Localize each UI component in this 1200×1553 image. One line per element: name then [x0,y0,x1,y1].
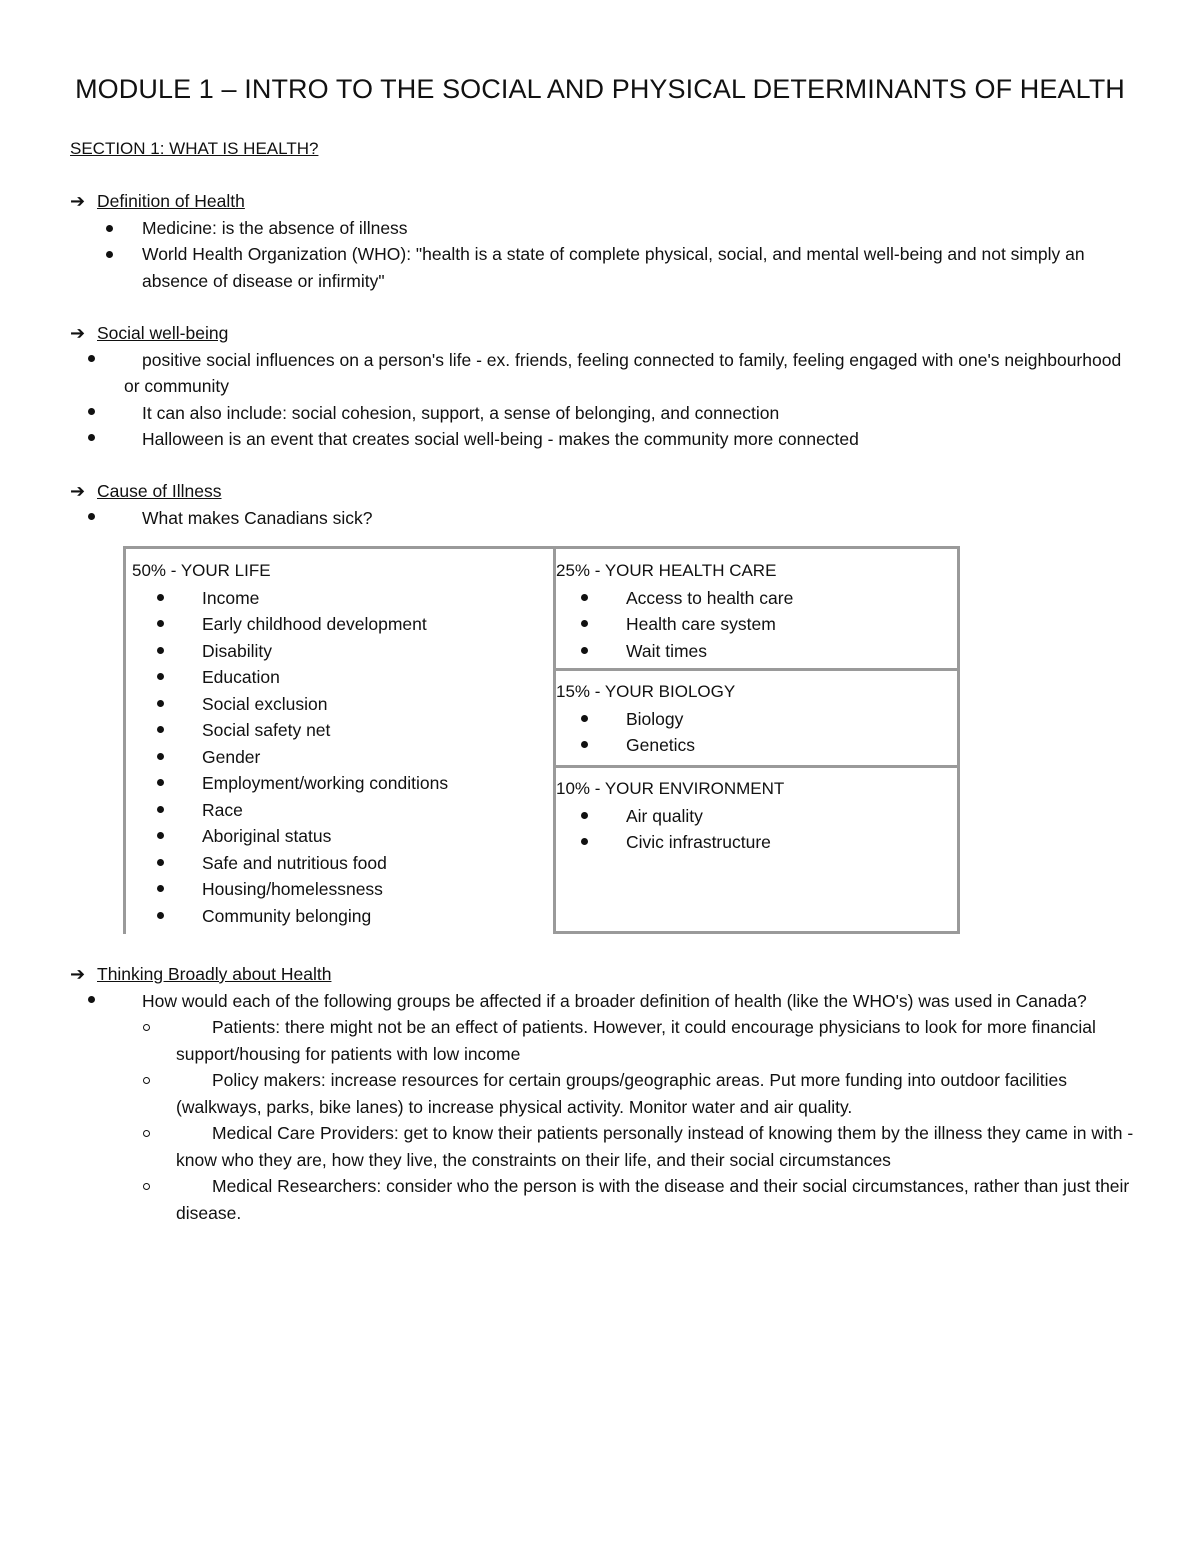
list-item: Income [132,585,555,612]
bullet-icon [157,620,164,627]
bullet-icon [157,700,164,707]
list-item: Access to health care [556,585,957,612]
broadly-block [70,961,1140,1226]
social-list [70,347,1130,453]
environment-cell [556,768,957,931]
bullet-icon [581,715,588,722]
environment-list [556,803,957,856]
bullet-icon [581,620,588,627]
list-item: Health care system [556,611,957,638]
biology-title: 15% - YOUR BIOLOGY [556,682,736,701]
list-item: Halloween is an event that creates social well-being - makes the community more connected [70,426,1130,453]
bullet-icon [88,355,95,362]
environment-title: 10% - YOUR ENVIRONMENT [556,779,785,798]
bullet-icon [157,673,164,680]
bullet-icon [581,741,588,748]
life-cell [123,546,555,934]
bullet-icon [157,859,164,866]
care-cell [556,549,957,671]
bullet-icon [157,806,164,813]
bullet-icon [581,594,588,601]
bullet-icon [581,812,588,819]
cause-block [70,478,1130,531]
list-item: Gender [132,744,555,771]
list-item: Disability [132,638,555,665]
arrow-icon: ➔ [70,481,86,501]
cause-heading [70,478,1130,505]
bullet-icon [157,647,164,654]
bullet-icon [88,513,95,520]
sub-list-item: Policy makers: increase resources for certain groups/geographic areas. Put more funding into outdoor facilities (walkways, parks, bike lanes) to increase physical activity. Monitor water and air quality. [70,1067,1140,1120]
broadly-sublist [70,1014,1140,1226]
list-item: How would each of the following groups be affected if a broader definition of health (like the WHO's) was used in Canada? [70,988,1140,1015]
sub-list-item: Medical Care Providers: get to know their patients personally instead of knowing them by the illness they came in with - know who they are, how they live, the constraints on their life, and their social circumstances [70,1120,1140,1173]
care-title: 25% - YOUR HEALTH CARE [556,561,777,580]
list-item: Housing/homelessness [132,876,555,903]
life-list [132,585,555,930]
page-title: MODULE 1 – INTRO TO THE SOCIAL AND PHYSICAL DETERMINANTS OF HEALTH [75,74,1125,104]
list-item: What makes Canadians sick? [70,505,1130,532]
list-item: Employment/working conditions [132,770,555,797]
broadly-heading [70,961,1140,988]
list-item: Social exclusion [132,691,555,718]
list-item: Aboriginal status [132,823,555,850]
determinants-table [123,546,960,934]
list-item: Safe and nutritious food [132,850,555,877]
definition-heading [70,188,1130,215]
hollow-bullet-icon [143,1130,150,1137]
bullet-icon [157,885,164,892]
bullet-icon [88,434,95,441]
arrow-icon: ➔ [70,964,86,984]
sub-list-item: Patients: there might not be an effect of patients. However, it could encourage physicians to look for more financial support/housing for patients with low income [70,1014,1140,1067]
hollow-bullet-icon [143,1024,150,1031]
bullet-icon [157,726,164,733]
list-item: Air quality [556,803,957,830]
list-item: Social safety net [132,717,555,744]
bullet-icon [581,647,588,654]
sub-list-item: Medical Researchers: consider who the person is with the disease and their social circumstances, rather than just their disease. [70,1173,1140,1226]
definition-heading-label: Definition of Health [97,191,245,211]
bullet-icon [157,912,164,919]
broadly-list [70,988,1140,1015]
cause-heading-label: Cause of Illness [97,481,222,501]
list-item: Medicine: is the absence of illness [70,215,1130,242]
list-item: Early childhood development [132,611,555,638]
list-item: Genetics [556,732,957,759]
arrow-icon: ➔ [70,323,86,343]
list-item: Education [132,664,555,691]
bullet-icon [581,838,588,845]
bullet-icon [106,225,113,232]
definition-list [70,215,1130,295]
list-item: Biology [556,706,957,733]
hollow-bullet-icon [143,1183,150,1190]
biology-list [556,706,957,759]
list-item: It can also include: social cohesion, support, a sense of belonging, and connection [70,400,1130,427]
cause-list [70,505,1130,532]
list-item: Civic infrastructure [556,829,957,856]
list-item: Wait times [556,638,957,665]
section-heading: SECTION 1: WHAT IS HEALTH? [70,139,319,158]
list-item: World Health Organization (WHO): "health is a state of complete physical, social, and mental well-being and not simply an absence of disease or infirmity" [70,241,1130,294]
social-block [70,320,1130,453]
definition-block [70,188,1130,294]
bullet-icon [88,996,95,1003]
bullet-icon [157,753,164,760]
biology-cell [556,671,957,768]
bullet-icon [157,832,164,839]
list-item: Community belonging [132,903,555,930]
list-item: positive social influences on a person's life - ex. friends, feeling connected to family, feeling engaged with one's neighbourhood or community [70,347,1130,400]
social-heading [70,320,1130,347]
bullet-icon [157,594,164,601]
arrow-icon: ➔ [70,191,86,211]
bullet-icon [157,779,164,786]
care-list [556,585,957,665]
bullet-icon [88,408,95,415]
social-heading-label: Social well-being [97,323,229,343]
life-title: 50% - YOUR LIFE [132,561,271,580]
right-column-frame [553,546,960,934]
list-item: Race [132,797,555,824]
hollow-bullet-icon [143,1077,150,1084]
broadly-heading-label: Thinking Broadly about Health [97,964,332,984]
bullet-icon [106,251,113,258]
